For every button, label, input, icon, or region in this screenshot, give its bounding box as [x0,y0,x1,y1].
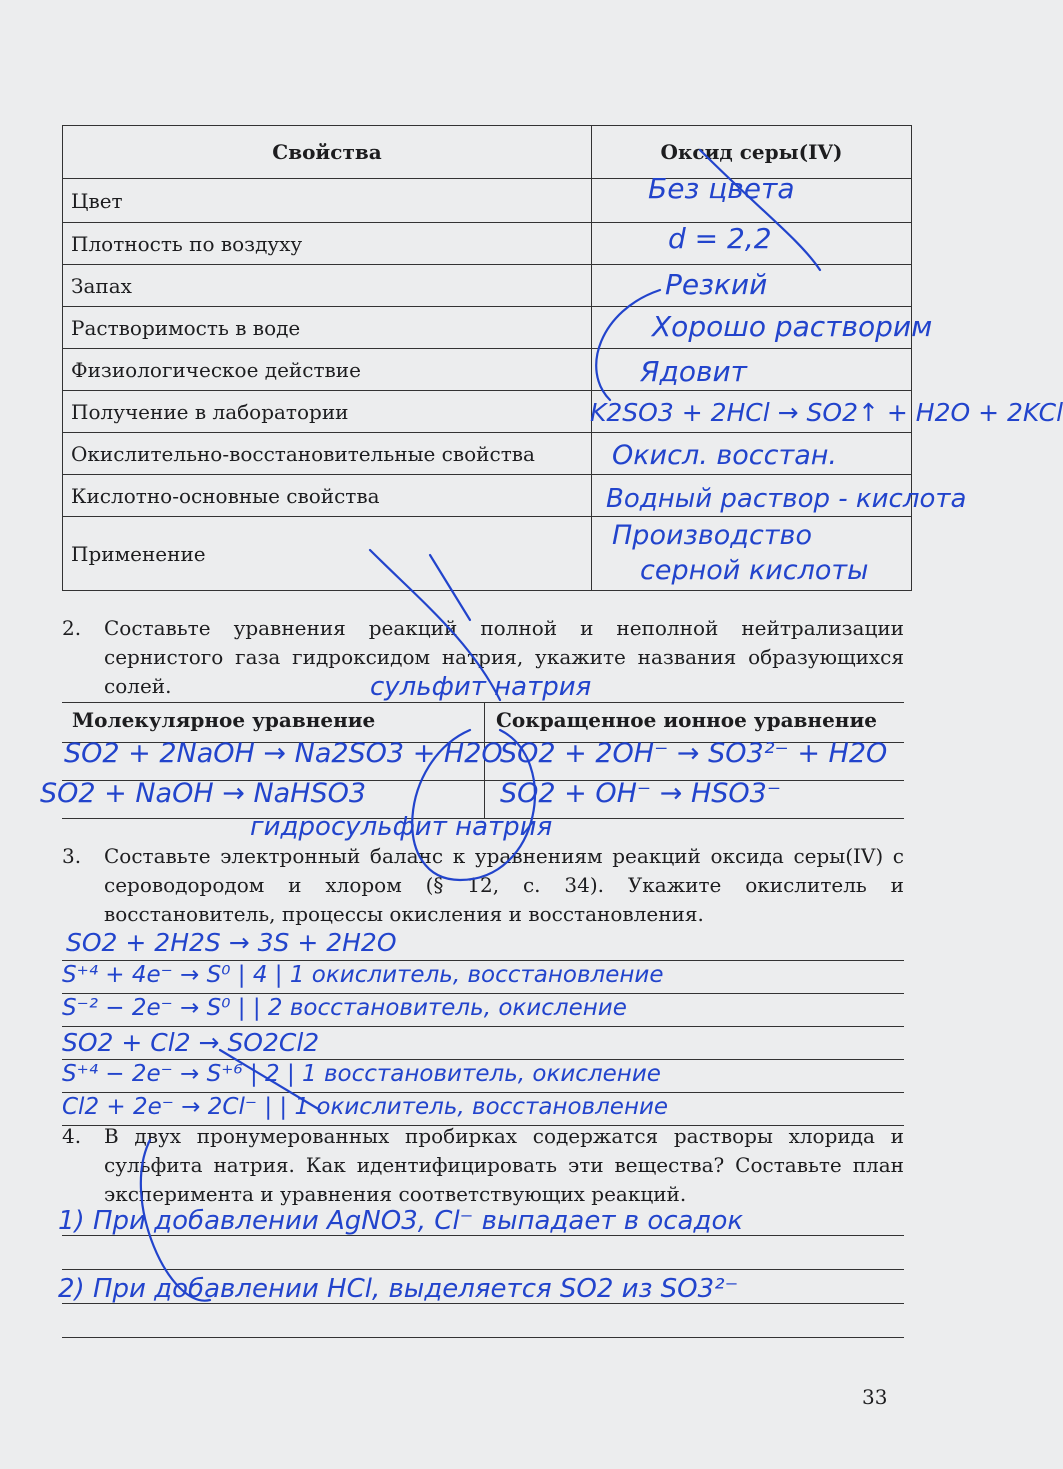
equation-partial-ionic: SO2 + OH⁻ → HSO3⁻ [500,778,782,809]
task-3-text: Составьте электронный баланс к уравнениям реакций оксида серы(IV) с сероводородом и хлором (§ 12, с. 34). Укажите окислитель и восстановитель, процессы окисления и восстановления. [104,844,904,926]
page-number: 33 [862,1385,888,1409]
header-properties: Свойства [63,126,592,179]
answer-4-1: 1) При добавлении AgNO3, Cl⁻ выпадает в осадок [58,1206,744,1236]
prop-application: Применение [63,517,592,591]
pen-stroke [220,1050,320,1110]
task-4-number: 4. [62,1124,82,1148]
answer-solubility: Хорошо растворим [652,310,933,343]
prop-smell: Запах [63,265,592,307]
answer-application: Производство [612,520,812,551]
task-2-number: 2. [62,616,82,640]
prop-solubility: Растворимость в воде [63,307,592,349]
pen-stroke [370,550,500,700]
answer-smell: Резкий [665,268,768,301]
equation-full-ionic: SO2 + 2OH⁻ → SO3²⁻ + H2O [500,738,888,769]
balance-line-6: Cl2 + 2e⁻ → 2Cl⁻ | | 1 окислитель, восстановление [62,1094,669,1120]
answer-physiology: Ядовит [640,355,747,388]
header-sulfur-oxide: Оксид серы(IV) [592,126,912,179]
pen-stroke [141,1140,210,1301]
task-4-text: В двух пронумерованных пробирках содержатся растворы хлорида и сульфита натрия. Как идентифицировать эти вещества? Составьте план эксперимента и уравнения соответствующих реакций. [104,1124,904,1206]
answer-acid-base: Водный раствор - кислота [606,484,967,514]
answer-application-2: серной кислоты [640,555,869,586]
note-hydrosulfite: гидросульфит натрия [250,812,553,842]
pen-stroke [430,555,470,620]
column-molecular: Молекулярное уравнение [72,708,376,732]
answer-redox: Окисл. восстан. [612,440,838,471]
note-sulfite: сульфит натрия [370,672,592,702]
balance-line-5: S⁺⁴ − 2e⁻ → S⁺⁶ | 2 | 1 восстановитель, окисление [62,1061,661,1087]
balance-line-4: SO2 + Cl2 → SO2Cl2 [62,1028,320,1057]
prop-density: Плотность по воздуху [63,223,592,265]
answer-lab-preparation: K2SO3 + 2HCl → SO2↑ + H2O + 2KCl [590,398,1063,427]
prop-lab-preparation: Получение в лаборатории [63,391,592,433]
answer-color: Без цвета [648,172,795,205]
pen-stroke [596,290,660,400]
column-ionic: Сокращенное ионное уравнение [496,708,877,732]
equation-partial-molecular: SO2 + NaOH → NaHSO3 [40,778,367,809]
prop-color: Цвет [63,179,592,223]
answer-4-2: 2) При добавлении HCl, выделяется SO2 из SO3²⁻ [58,1274,739,1304]
task-3-number: 3. [62,844,82,868]
answer-density: d = 2,2 [668,222,772,255]
balance-line-1: SO2 + 2H2S → 3S + 2H2O [66,928,397,957]
prop-physiology: Физиологическое действие [63,349,592,391]
prop-acid-base: Кислотно-основные свойства [63,475,592,517]
pen-stroke [700,150,820,270]
balance-line-3: S⁻² − 2e⁻ → S⁰ | | 2 восстановитель, окисление [62,995,627,1021]
equation-full-molecular: SO2 + 2NaOH → Na2SO3 + H2O [64,738,503,769]
oval-mark [412,730,535,880]
balance-line-2: S⁺⁴ + 4e⁻ → S⁰ | 4 | 1 окислитель, восстановление [62,962,664,988]
task-2-text: Составьте уравнения реакций полной и неполной нейтрализации сернистого газа гидроксидом натрия, укажите названия образующихся солей. [104,616,904,698]
prop-redox: Окислительно-восстановительные свойства [63,433,592,475]
